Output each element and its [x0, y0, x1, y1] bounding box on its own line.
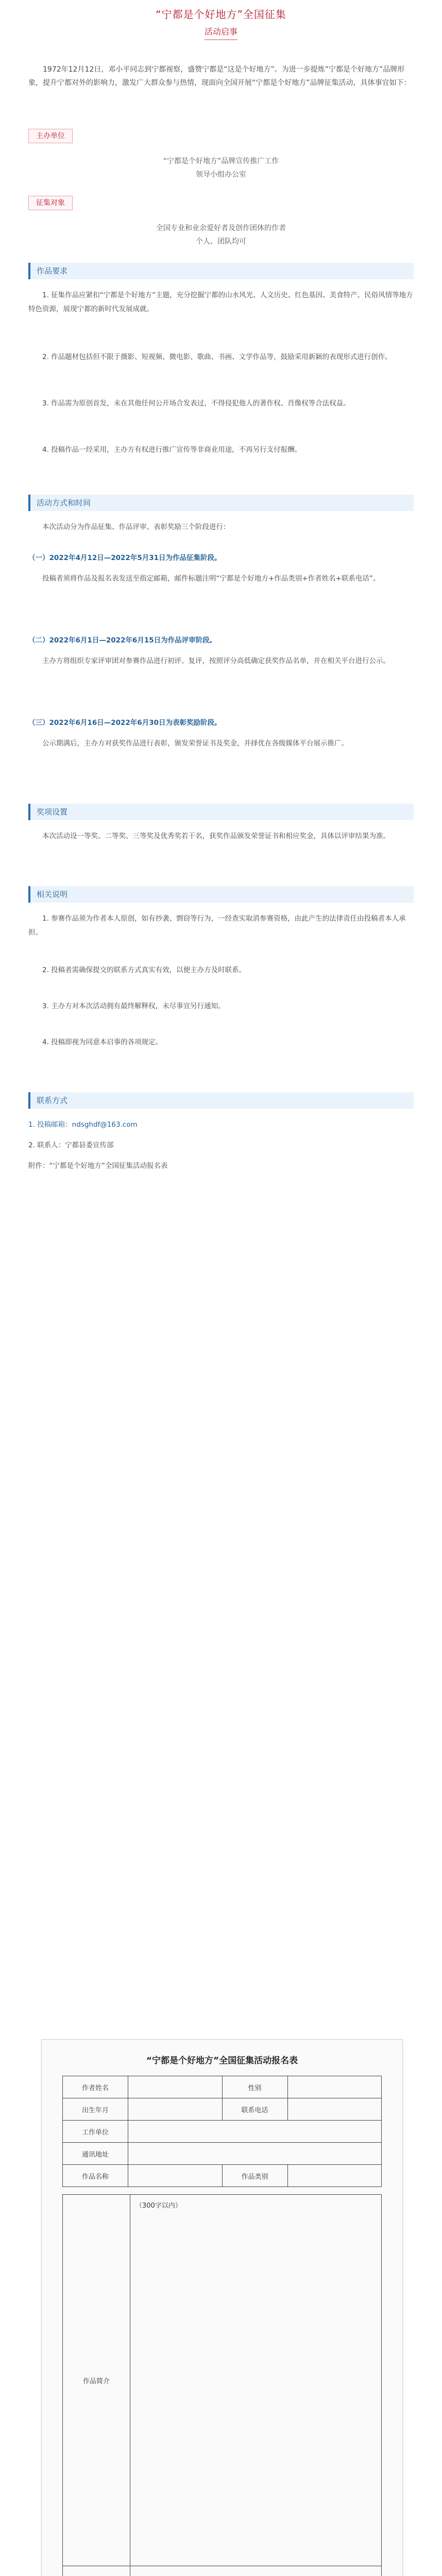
works-para-3: 3. 作品需为原创首发，未在其他任何公开场合发表过，不得侵犯他人的著作权、肖像权等合法权益。 — [42, 399, 350, 408]
form-cell: （300字以内） — [130, 2195, 382, 2566]
stage-1-title: （一）2022年4月12日—2022年5月31日为作品征集阶段。 — [28, 554, 222, 562]
form-row — [63, 2195, 382, 2566]
form-cell — [128, 2098, 223, 2121]
article-title: “宁都是个好地方”全国征集 — [156, 8, 286, 21]
stage-1-text: 投稿者须将作品及报名表发送至指定邮箱，邮件标题注明“宁都是个好地方+作品类别+作者姓名+联系电话”。 — [42, 574, 380, 583]
article-subtitle: 活动启事 — [205, 25, 237, 40]
organizer-line-2: 领导小组办公室 — [196, 171, 246, 179]
form-row — [63, 2143, 382, 2165]
form-table — [62, 2076, 382, 2187]
form-row — [63, 2566, 382, 2576]
form-cell: 作者姓名 — [63, 2076, 128, 2098]
form-cell — [287, 2165, 382, 2187]
form-cell — [287, 2098, 382, 2121]
notes-para-2: 2. 投稿者需确保提交的联系方式真实有效，以便主办方及时联系。 — [42, 966, 246, 974]
form-cell: 出生年月 — [63, 2098, 128, 2121]
form-cell: 工作单位 — [63, 2121, 128, 2143]
form-cell: 通讯地址 — [63, 2143, 128, 2165]
works-para-1: 1. 征集作品应紧扣“宁都是个好地方”主题，充分挖掘宁都的山水风光、人文历史、红色基因、美食特产、民俗风情等地方特色资源，展现宁都的新时代发展成就。 — [28, 291, 413, 313]
target-line-1: 全国专业和业余爱好者及创作团体的作者 — [156, 224, 286, 232]
notes-para-1: 1. 参赛作品须为作者本人原创，如有抄袭、剽窃等行为，一经查实取消参赛资格，由此产生的法律责任由投稿者本人承担。 — [28, 914, 406, 937]
organizer-line-1: “宁都是个好地方”品牌宣传推广工作 — [163, 157, 279, 165]
section-label: 征集对象 — [28, 196, 73, 210]
section-contact-header: 联系方式 — [28, 1092, 414, 1109]
stage-3-title: （三）2022年6月16日—2022年6月30日为表彰奖励阶段。 — [28, 719, 222, 727]
form-cell — [63, 2566, 130, 2576]
form-row — [63, 2076, 382, 2098]
article-header — [0, 6, 442, 40]
intro-paragraph: 1972年12月12日，邓小平同志到宁都视察，盛赞宁都是“这是个好地方”。为进一步提炼“宁都是个好地方”品牌形象，提升宁都对外的影响力，激发广大群众参与热情，现面向全国开展“宁都是个好地方”品牌征集活动，具体事宜如下： — [28, 65, 411, 87]
section-label: 主办单位 — [28, 129, 73, 143]
section-notes-header: 相关说明 — [28, 886, 414, 903]
contact-email[interactable]: 1. 投稿邮箱：ndsghdf@163.com — [28, 1121, 138, 1129]
notes-para-3: 3. 主办方对本次活动拥有最终解释权，未尽事宜另行通知。 — [42, 1002, 225, 1010]
registration-form-image — [41, 2039, 403, 2576]
form-row — [63, 2098, 382, 2121]
section-schedule-header: 活动方式和时间 — [28, 495, 414, 511]
form-big-table — [62, 2194, 382, 2576]
form-cell — [128, 2076, 223, 2098]
section-awards-header: 奖项设置 — [28, 804, 414, 820]
notes-para-4: 4. 投稿即视为同意本启事的各项规定。 — [42, 1038, 163, 1046]
form-cell — [287, 2076, 382, 2098]
contact-person: 2. 联系人：宁都县委宣传部 — [28, 1141, 114, 1149]
form-cell: 作品名称 — [63, 2165, 128, 2187]
stage-2-title: （二）2022年6月1日—2022年6月15日为作品评审阶段。 — [28, 636, 217, 645]
form-cell: 作品类别 — [222, 2165, 287, 2187]
schedule-intro: 本次活动分为作品征集、作品评审、表彰奖励三个阶段进行： — [42, 523, 230, 531]
stage-2-text: 主办方将组织专家评审团对参赛作品进行初评、复评，按照评分高低确定获奖作品名单，并在相关平台进行公示。 — [42, 657, 390, 665]
form-cell: 联系电话 — [222, 2098, 287, 2121]
form-cell: 性别 — [222, 2076, 287, 2098]
section-target — [28, 196, 414, 210]
form-cell — [128, 2121, 382, 2143]
stage-3-text: 公示期满后，主办方对获奖作品进行表彰，颁发荣誉证书及奖金，并择优在各级媒体平台展示推广。 — [42, 739, 348, 748]
section-works-header: 作品要求 — [28, 263, 414, 279]
section-organizer — [28, 129, 414, 143]
awards-text: 本次活动设一等奖、二等奖、三等奖及优秀奖若干名，获奖作品颁发荣誉证书和相应奖金，具体以评审结果为准。 — [42, 832, 390, 840]
form-row — [63, 2121, 382, 2143]
works-para-4: 4. 投稿作品一经采用，主办方有权进行推广宣传等非商业用途，不再另行支付报酬。 — [42, 446, 302, 454]
form-cell — [128, 2165, 223, 2187]
form-cell — [130, 2566, 382, 2576]
form-cell: 作品简介 — [63, 2195, 130, 2566]
attachment-note: 附件：“宁都是个好地方”全国征集活动报名表 — [28, 1162, 168, 1170]
form-row — [63, 2165, 382, 2187]
works-para-2: 2. 作品题材包括但不限于摄影、短视频、微电影、歌曲、书画、文学作品等，鼓励采用新颖的表现形式进行创作。 — [42, 353, 392, 361]
target-line-2: 个人、团队均可 — [196, 238, 246, 246]
form-cell — [128, 2143, 382, 2165]
form-title: “宁都是个好地方”全国征集活动报名表 — [146, 2056, 298, 2066]
